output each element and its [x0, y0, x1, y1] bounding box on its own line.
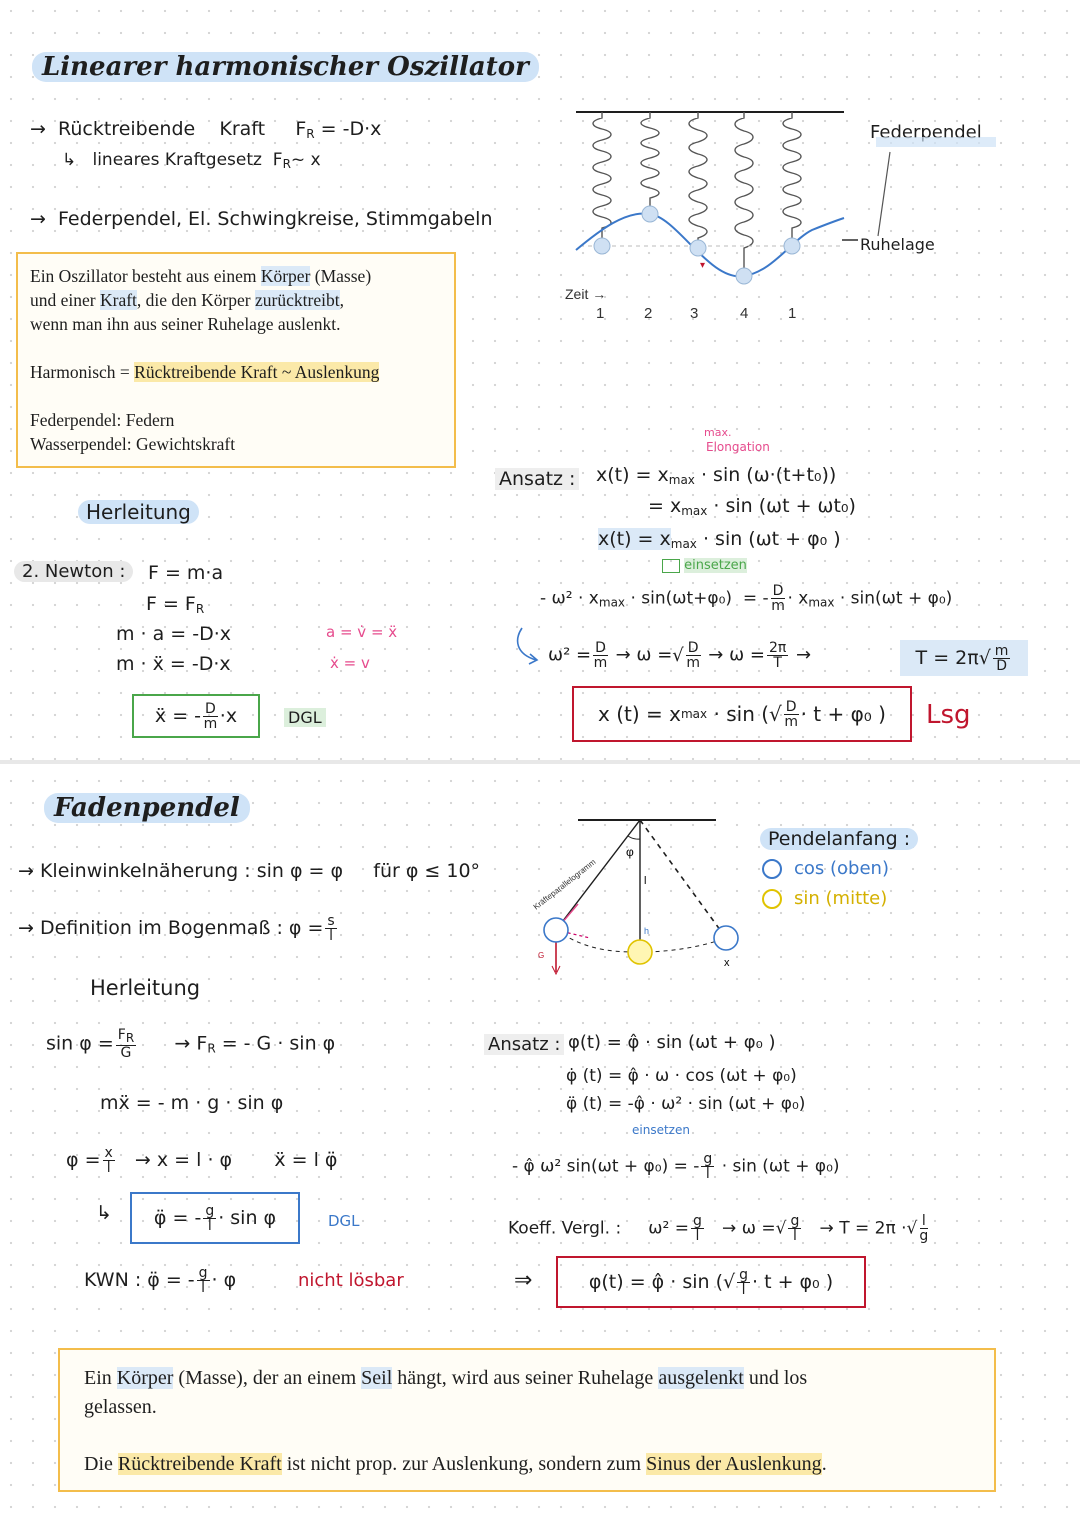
deriv-newton: mẍ = - m · g · sin φ — [100, 1092, 284, 1114]
deriv-sin-ratio: sin φ = $\frac{FR}{G}$ → $F_R$ = - G · sin φ — [46, 1027, 336, 1061]
arrow-turn-icon: ↳ — [62, 150, 77, 170]
time-axis — [565, 286, 606, 302]
svg-text:▾: ▾ — [700, 260, 706, 271]
dgl-label-2: DGL — [328, 1212, 360, 1230]
spring-pendulum-diagram — [560, 100, 1020, 330]
note-elongation: Elongation — [706, 440, 770, 454]
arrow-right-icon: → — [592, 286, 607, 302]
einsetzen-equation-2: - φ̂ ω² sin(ωt + φ₀) = - $\frac{g}{l}$ · sin (ωt + φ₀) — [512, 1151, 840, 1182]
circle-blue-icon — [762, 859, 782, 879]
definition-box-oszillator: Ein Oszillator besteht aus einem Körper (Masse) und einer Kraft, die den Körper zurücktreibt, wenn man ihn aus seiner Ruhelage auslenkt. Harmonisch = Rücktreibende Kraft ~ Auslenkung Federpendel: Federn Wasserpendel: Gewichtskraft — [16, 252, 456, 468]
time-tick: 3 — [690, 305, 699, 322]
eq-force-equal: $F = F_R$ — [146, 593, 205, 616]
curved-arrow-icon — [512, 624, 542, 668]
nicht-loesbar-note: nicht lösbar — [298, 1270, 404, 1291]
dgl-label: DGL — [284, 708, 326, 727]
time-tick: 1 — [596, 305, 605, 322]
einsetzen-note: einsetzen — [662, 558, 747, 573]
note-velocity: ẋ = v — [330, 654, 370, 672]
definition-box-fadenpendel: Ein Körper (Masse), der an einem Seil hängt, wird aus seiner Ruhelage ausgelenkt und los gelassen. Die Rücktreibende Kraft ist nicht prop. zur Auslenkung, sondern zum Sinus der Auslenkung. — [58, 1348, 996, 1492]
section-title-oszillator: Linearer harmonischer Oszillator — [32, 52, 539, 82]
section-title-fadenpendel: Fadenpendel — [44, 793, 250, 823]
linear-force-law-line: ↳ lineares Kraftgesetz $F_R\sim$ x — [62, 150, 321, 171]
circle-yellow-icon — [762, 889, 782, 909]
eq-newton: F = m·a — [148, 562, 224, 584]
omega-chain: ω² = $\frac{D}{m}$ → ω =√ $\frac{D}{m}$ → ω = $\frac{2\pi}{T}$ → — [548, 640, 812, 671]
label-ruhelage: Ruhelage — [860, 235, 935, 254]
ansatz2-eq3: φ̈ (t) = -φ̂ · ω² · sin (ωt + φ₀) — [566, 1094, 806, 1114]
small-angle-line: → Kleinwinkelnäherung : sin φ = φ für φ ≤ 10° — [18, 860, 481, 882]
newton-label: 2. Newton : — [14, 561, 133, 582]
svg-text:l: l — [644, 875, 647, 887]
pendelanfang-label: Pendelanfang : — [760, 828, 918, 850]
restoring-force-line: → Rücktreibende Kraft $F_R = -D\cdot x$ — [30, 118, 382, 141]
label-zeit: Zeit — [565, 286, 589, 302]
note-max: max. — [704, 426, 732, 439]
arrow-right-icon: → — [30, 118, 46, 140]
eq-ma: m · a = -D·x — [116, 623, 232, 645]
arrow-right-icon: → — [18, 860, 34, 882]
ansatz-eq1: $x(t) = x_{max} \cdot \sin (\omega\cdot(t+t_0))$ — [596, 464, 837, 487]
eq-mx: m · ẍ = -D·x — [116, 653, 231, 675]
herleitung-label-2: Herleitung — [90, 976, 201, 1000]
arc-definition-line: → Definition im Bogenmaß : φ = $\frac{s}{l}$ — [18, 913, 335, 944]
svg-text:φ: φ — [626, 845, 634, 859]
ansatz-label: Ansatz : — [495, 468, 579, 490]
implies-icon: ⇒ — [514, 1268, 533, 1293]
lsg-label: Lsg — [926, 700, 971, 730]
ansatz2-eq2: φ̇ (t) = φ̂ · ω · cos (ωt + φ₀) — [566, 1066, 797, 1086]
section-divider — [0, 760, 1080, 764]
examples-line: → Federpendel, El. Schwingkreise, Stimmgabeln — [30, 208, 493, 230]
arrow-right-icon: → — [18, 917, 34, 939]
checkbox-icon — [662, 559, 680, 573]
time-tick: 2 — [644, 305, 653, 322]
einsetzen-equation: - $\omega^2 \cdot x_{max} \cdot \sin(\omega t+\varphi_0)$ = - $\frac{D}{m}$ · $x_{max} \cdot \sin(\omega t + \varphi_0)$ — [540, 583, 953, 614]
einsetzen-note-2: einsetzen — [632, 1123, 690, 1137]
svg-text:G: G — [538, 951, 545, 960]
ansatz-eq2: = $x_{max} \cdot \sin (\omega t + \omega t_0)$ — [648, 495, 856, 518]
ansatz-eq3: $x(t) = x_{max} \cdot \sin (\omega t + \varphi_0$ ) — [598, 528, 841, 551]
time-tick: 4 — [740, 305, 749, 322]
ansatz-label-2: Ansatz : — [484, 1034, 564, 1055]
period-formula-feder: T = 2π √ $\frac{m}{D}$ — [900, 640, 1028, 676]
svg-text:x: x — [724, 957, 730, 969]
solution-box-faden: φ(t) = φ̂ · sin ( √ $\frac{g}{l}$ · t + φ₀ ) — [556, 1256, 866, 1308]
dgl-box-faden: φ̈ = - $\frac{g}{l}$ · sin φ — [130, 1192, 300, 1244]
ansatz2-eq1: φ(t) = φ̂ · sin (ωt + φ₀ ) — [568, 1032, 776, 1053]
dgl-box-feder: ẍ = - $\frac{D}{m}$ ·x — [132, 694, 260, 738]
legend-cos: cos (oben) — [762, 858, 889, 879]
label-federpendel: Federpendel — [870, 122, 982, 143]
note-acceleration: a = v̇ = ẍ — [326, 623, 398, 641]
herleitung-label: Herleitung — [78, 500, 199, 524]
solution-box-feder: x (t) = x max · sin ( √ $\frac{D}{m}$ · t + φ₀ ) — [572, 686, 912, 742]
deriv-arc: φ = $\frac{x}{l}$ → x = l · φ ẍ = l φ̈ — [66, 1145, 338, 1176]
arrow-right-icon: → — [30, 208, 46, 230]
koeff-vergleich: Koeff. Vergl. : ω² = $\frac{g}{l}$ → ω =√ $\frac{g}{l}$ → T = 2π ·√ $\frac{l}{g}$ — [508, 1213, 929, 1244]
arrow-turn-icon: ↳ — [96, 1202, 112, 1224]
time-tick: 1 — [788, 305, 797, 322]
thread-pendulum-diagram — [528, 812, 758, 982]
svg-text:h: h — [644, 926, 650, 936]
label-kraefteparallelogramm: Kräfteparallelogramm — [531, 857, 598, 912]
kwn-equation: KWN : φ̈ = - $\frac{g}{l}$ · φ — [84, 1265, 237, 1296]
legend-sin: sin (mitte) — [762, 888, 887, 909]
